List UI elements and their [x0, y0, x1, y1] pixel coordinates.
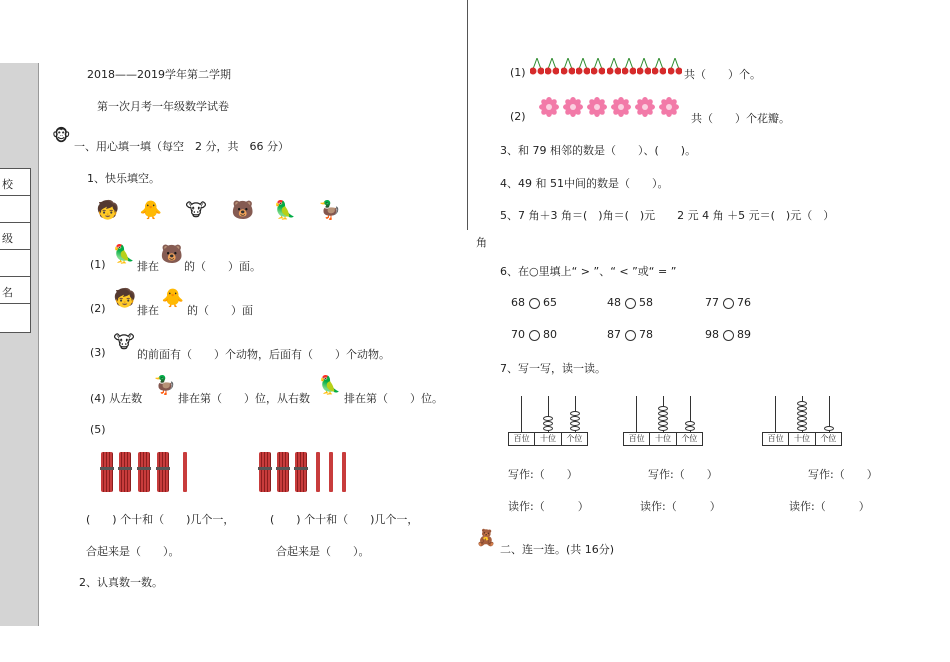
read-answer-1: 读作:（ ） [508, 500, 589, 513]
flower-icon [634, 96, 656, 118]
binding-strip [0, 63, 39, 626]
flower-icon [538, 96, 560, 118]
name-cell [0, 277, 30, 304]
r1-num: (1) [510, 66, 526, 79]
q2-title: 2、认真数一数。 [79, 576, 163, 589]
flower-icon [610, 96, 632, 118]
single-stick [316, 452, 320, 492]
flower-icon [586, 96, 608, 118]
compare-item [705, 296, 751, 309]
circle-blank[interactable] [723, 298, 734, 309]
cherry-icon [637, 58, 651, 76]
compare-right: 76 [737, 296, 751, 309]
part1-title: 一、用心填一填（每空 2 分，共 66 分） [74, 140, 289, 153]
compare-left: 70 [511, 328, 525, 341]
q1-1-tail: 的（ ）面。 [184, 260, 261, 273]
q1-2-tail: 的（ ）面 [187, 304, 253, 317]
single-stick [329, 452, 333, 492]
flower-icon [562, 96, 584, 118]
class-label: 级 [2, 232, 13, 245]
bear-icon: 🐻 [160, 244, 184, 265]
compare-item [705, 328, 751, 341]
compare-item [607, 328, 653, 341]
r2-num: (2) [510, 110, 526, 123]
q1-4-text3: 排在第（ ）位。 [344, 392, 443, 405]
circle-blank[interactable] [625, 298, 636, 309]
compare-item [511, 328, 557, 341]
q1-2-text: 排在 [137, 304, 159, 317]
boy-icon: 🧒 [96, 200, 120, 221]
monkey-icon: 🐵 [52, 126, 71, 145]
cherry-icon [622, 58, 636, 76]
compare-right: 65 [543, 296, 557, 309]
abacus-place-labels: 百位 十位 个位 [762, 432, 842, 446]
abacus-place-labels: 百位 十位 个位 [508, 432, 588, 446]
student-info-box [0, 168, 31, 333]
class-cell [0, 223, 30, 250]
school-label: 校 [2, 178, 13, 191]
bear-icon: 🧸 [476, 528, 496, 547]
parrot-icon: 🦜 [318, 375, 342, 396]
q5-tail: 角 [476, 236, 487, 249]
read-answer-3: 读作:（ ） [789, 500, 870, 513]
cherry-icon [576, 58, 590, 76]
cow-icon: 🐮 [185, 200, 207, 221]
stick-bundle [157, 452, 169, 492]
part2-title: 二、连一连。(共 16分) [500, 543, 615, 556]
stick-bundle [101, 452, 113, 492]
compare-left: 98 [705, 328, 719, 341]
stick-bundle [295, 452, 307, 492]
q5: 5、7 角＋3 角＝( )角＝( )元 2 元 4 角 ＋5 元＝( )元（ ） [500, 209, 835, 222]
q6: 6、在○里填上“ > ”、“ < ”或“ = ” [500, 265, 677, 278]
q1-3-text: 的前面有（ ）个动物，后面有（ ）个动物。 [137, 348, 390, 361]
exam-term: 2018——2019学年第二学期 [87, 68, 231, 81]
q4: 4、49 和 51中间的数是（ ）。 [500, 177, 669, 190]
q1-4-text2: 排在第（ ）位，从右数 [178, 392, 310, 405]
parrot-icon: 🦜 [112, 244, 136, 265]
compare-left: 48 [607, 296, 621, 309]
parrot-icon: 🦜 [273, 200, 297, 221]
cherry-icon [591, 58, 605, 76]
abacus-place-labels: 百位 十位 个位 [623, 432, 703, 446]
stick-bundle [277, 452, 289, 492]
blank-cell [0, 250, 30, 277]
blank-cell [0, 196, 30, 223]
name-label: 名 [2, 286, 13, 299]
cherry-icon [652, 58, 666, 76]
duck-icon: 🦆 [153, 375, 177, 396]
compare-left: 68 [511, 296, 525, 309]
chick-icon: 🐥 [161, 288, 185, 309]
compare-left: 87 [607, 328, 621, 341]
circle-blank[interactable] [529, 298, 540, 309]
q1-3-num: (3) [90, 346, 106, 359]
single-stick [183, 452, 187, 492]
compare-right: 89 [737, 328, 751, 341]
flower-icon [658, 96, 680, 118]
cow-icon: 🐮 [113, 332, 135, 353]
abacus [623, 392, 703, 452]
cherry-icon [561, 58, 575, 76]
blank-cell [0, 304, 30, 331]
r1-text: 共（ ）个。 [684, 68, 761, 81]
stick-bundle [119, 452, 131, 492]
q3: 3、和 79 相邻的数是（ ）、( )。 [500, 144, 697, 157]
duck-icon: 🦆 [318, 200, 342, 221]
q1-1-num: (1) [90, 258, 106, 271]
chick-icon: 🐥 [139, 200, 163, 221]
circle-blank[interactable] [529, 330, 540, 341]
q1-1-text: 排在 [137, 260, 159, 273]
write-answer-2: 写作:（ ） [648, 468, 718, 481]
cherry-icon [530, 58, 544, 76]
q1-title: 1、快乐填空。 [87, 172, 160, 185]
q1-5-num: (5) [90, 423, 106, 436]
read-answer-2: 读作:（ ） [640, 500, 721, 513]
boy-icon: 🧒 [113, 288, 137, 309]
compare-right: 58 [639, 296, 653, 309]
compare-right: 78 [639, 328, 653, 341]
q7: 7、写一写，读一读。 [500, 362, 606, 375]
bundle-answer-left: ( ) 个十和（ )几个一， [86, 513, 235, 526]
compare-left: 77 [705, 296, 719, 309]
bear-icon: 🐻 [231, 200, 255, 221]
stick-bundle [259, 452, 271, 492]
q1-2-num: (2) [90, 302, 106, 315]
cherry-icon [607, 58, 621, 76]
cherry-icon [545, 58, 559, 76]
sum-answer-right: 合起来是（ ）。 [276, 545, 370, 558]
abacus [508, 392, 588, 452]
exam-title: 第一次月考一年级数学试卷 [97, 100, 229, 113]
column-divider [467, 0, 468, 230]
bundle-answer-right: ( ) 个十和（ )几个一， [270, 513, 419, 526]
write-answer-1: 写作:（ ） [508, 468, 578, 481]
single-stick [342, 452, 346, 492]
write-answer-3: 写作:（ ） [808, 468, 878, 481]
q1-4-text1: (4) 从左数 [90, 392, 143, 405]
compare-right: 80 [543, 328, 557, 341]
circle-blank[interactable] [625, 330, 636, 341]
compare-item [607, 296, 653, 309]
cherry-icon [668, 58, 682, 76]
sum-answer-left: 合起来是（ ）。 [86, 545, 180, 558]
compare-item [511, 296, 557, 309]
abacus [762, 392, 842, 452]
r2-text: 共（ ）个花瓣。 [691, 112, 790, 125]
school-cell [0, 169, 30, 196]
circle-blank[interactable] [723, 330, 734, 341]
stick-bundle [138, 452, 150, 492]
